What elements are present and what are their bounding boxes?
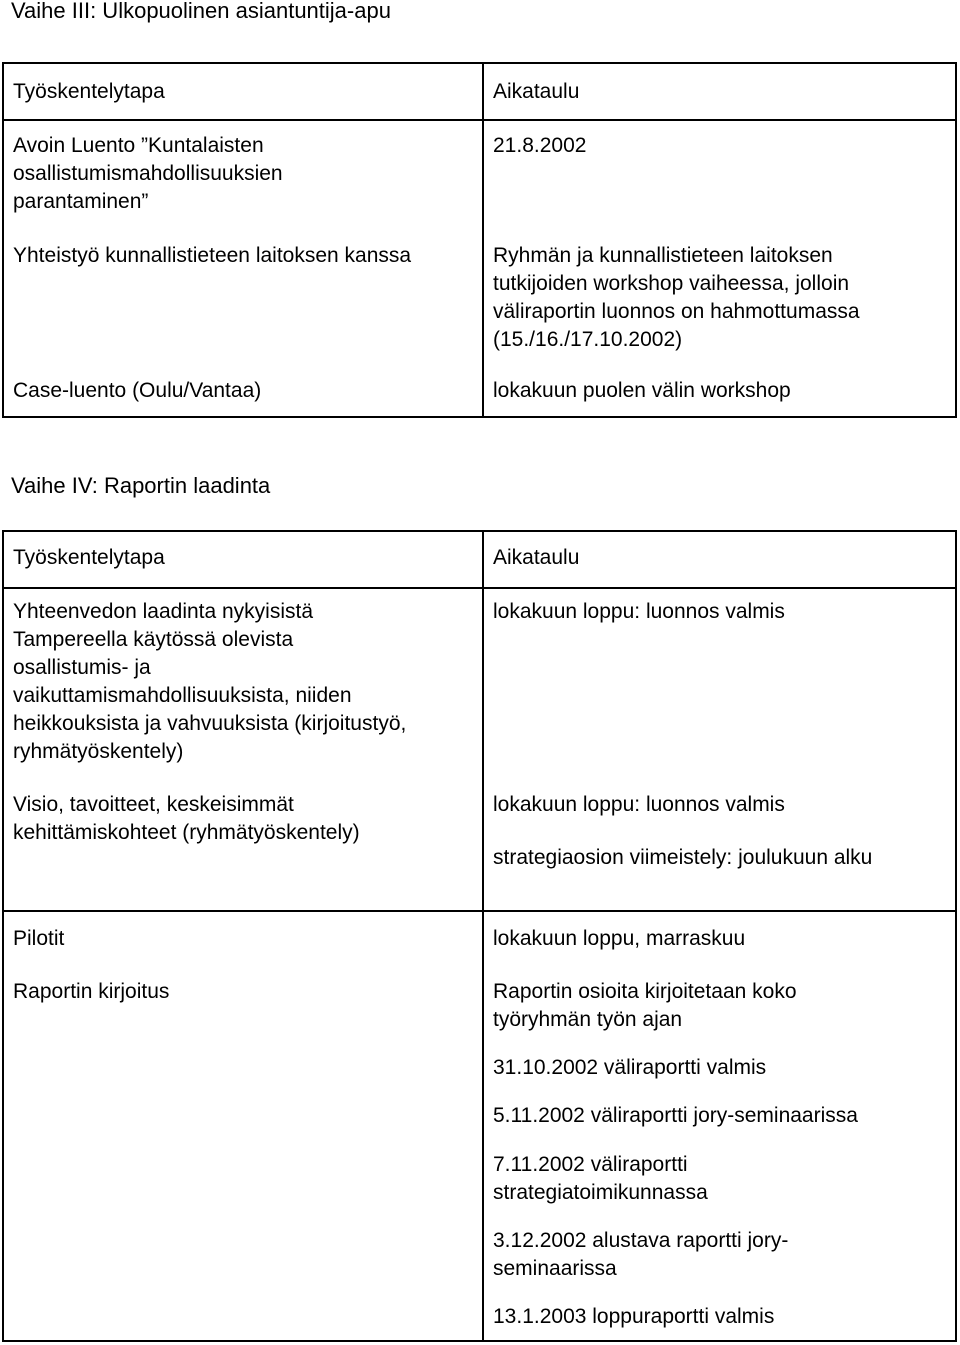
- text-line: osallistumismahdollisuuksien: [13, 162, 283, 185]
- header-divider: [4, 119, 955, 121]
- method-cell: [13, 132, 283, 216]
- text-line: työryhmän työn ajan: [493, 1008, 683, 1031]
- schedule-cell: [493, 377, 791, 405]
- phase3-title: Vaihe III: Ulkopuolinen asiantuntija-apu: [11, 0, 391, 23]
- schedule-entry: [493, 978, 797, 1034]
- text-line: seminaarissa: [493, 1257, 617, 1280]
- method-cell: [13, 242, 411, 270]
- schedule-entry: [493, 1054, 766, 1082]
- text-line: osallistumis- ja: [13, 656, 151, 679]
- text-line: Yhteistyö kunnallistieteen laitoksen kanssa: [13, 244, 412, 267]
- column-divider: [482, 532, 484, 1340]
- schedule-cell: [493, 925, 745, 953]
- phase3-table: [2, 62, 957, 418]
- phase4-title: Vaihe IV: Raportin laadinta: [11, 473, 271, 498]
- text-line: Case-luento (Oulu/Vantaa): [13, 379, 262, 402]
- method-cell: [13, 978, 169, 1006]
- schedule-cell: [493, 242, 860, 354]
- text-line: Pilotit: [13, 927, 65, 950]
- text-line: heikkouksista ja vahvuuksista (kirjoitustyö,: [13, 712, 407, 735]
- method-cell: [13, 925, 64, 953]
- text-line: vaikuttamismahdollisuuksista, niiden: [13, 684, 352, 707]
- method-header: Työskentelytapa: [13, 546, 165, 569]
- text-line: lokakuun loppu, marraskuu: [493, 927, 746, 950]
- text-line: Raportin kirjoitus: [13, 980, 170, 1003]
- method-cell: [13, 791, 360, 847]
- text-line: Tampereella käytössä olevista: [13, 628, 294, 651]
- method-cell: [13, 377, 261, 405]
- schedule-header: Aikataulu: [493, 80, 580, 103]
- schedule-entry: [493, 1303, 774, 1331]
- text-line: 13.1.2003 loppuraportti valmis: [493, 1305, 775, 1328]
- method-cell: [13, 598, 406, 766]
- text-line: lokakuun loppu: luonnos valmis: [493, 600, 785, 623]
- text-line: strategiatoimikunnassa: [493, 1181, 708, 1204]
- text-line: parantaminen”: [13, 190, 149, 213]
- schedule-header: Aikataulu: [493, 546, 580, 569]
- schedule-cell: [493, 844, 872, 872]
- schedule-entry: [493, 1227, 788, 1283]
- text-line: 31.10.2002 väliraportti valmis: [493, 1056, 767, 1079]
- schedule-cell: [493, 791, 785, 819]
- text-line: Avoin Luento ”Kuntalaisten: [13, 134, 264, 157]
- text-line: Ryhmän ja kunnallistieteen laitoksen: [493, 244, 833, 267]
- method-header: Työskentelytapa: [13, 80, 165, 103]
- text-line: Yhteenvedon laadinta nykyisistä: [13, 600, 314, 623]
- header-divider: [4, 587, 955, 589]
- text-line: tutkijoiden workshop vaiheessa, jolloin: [493, 272, 850, 295]
- text-line: 3.12.2002 alustava raportti jory-: [493, 1229, 789, 1252]
- text-line: 5.11.2002 väliraportti jory-seminaarissa: [493, 1104, 858, 1127]
- text-line: Raportin osioita kirjoitetaan koko: [493, 980, 797, 1003]
- text-line: 21.8.2002: [493, 134, 587, 157]
- text-line: kehittämiskohteet (ryhmätyöskentely): [13, 821, 360, 844]
- column-divider: [482, 64, 484, 416]
- row-divider: [4, 910, 955, 912]
- text-line: Visio, tavoitteet, keskeisimmät: [13, 793, 294, 816]
- schedule-entry: [493, 1102, 858, 1130]
- text-line: 7.11.2002 väliraportti: [493, 1153, 688, 1176]
- text-line: lokakuun puolen välin workshop: [493, 379, 791, 402]
- text-line: lokakuun loppu: luonnos valmis: [493, 793, 785, 816]
- schedule-cell: [493, 598, 785, 626]
- schedule-cell: [493, 132, 586, 160]
- text-line: väliraportin luonnos on hahmottumassa: [493, 300, 860, 323]
- text-line: strategiaosion viimeistely: joulukuun alku: [493, 846, 873, 869]
- phase4-table: [2, 530, 957, 1342]
- text-line: (15./16./17.10.2002): [493, 328, 683, 351]
- schedule-entry: [493, 1151, 708, 1207]
- text-line: ryhmätyöskentely): [13, 740, 184, 763]
